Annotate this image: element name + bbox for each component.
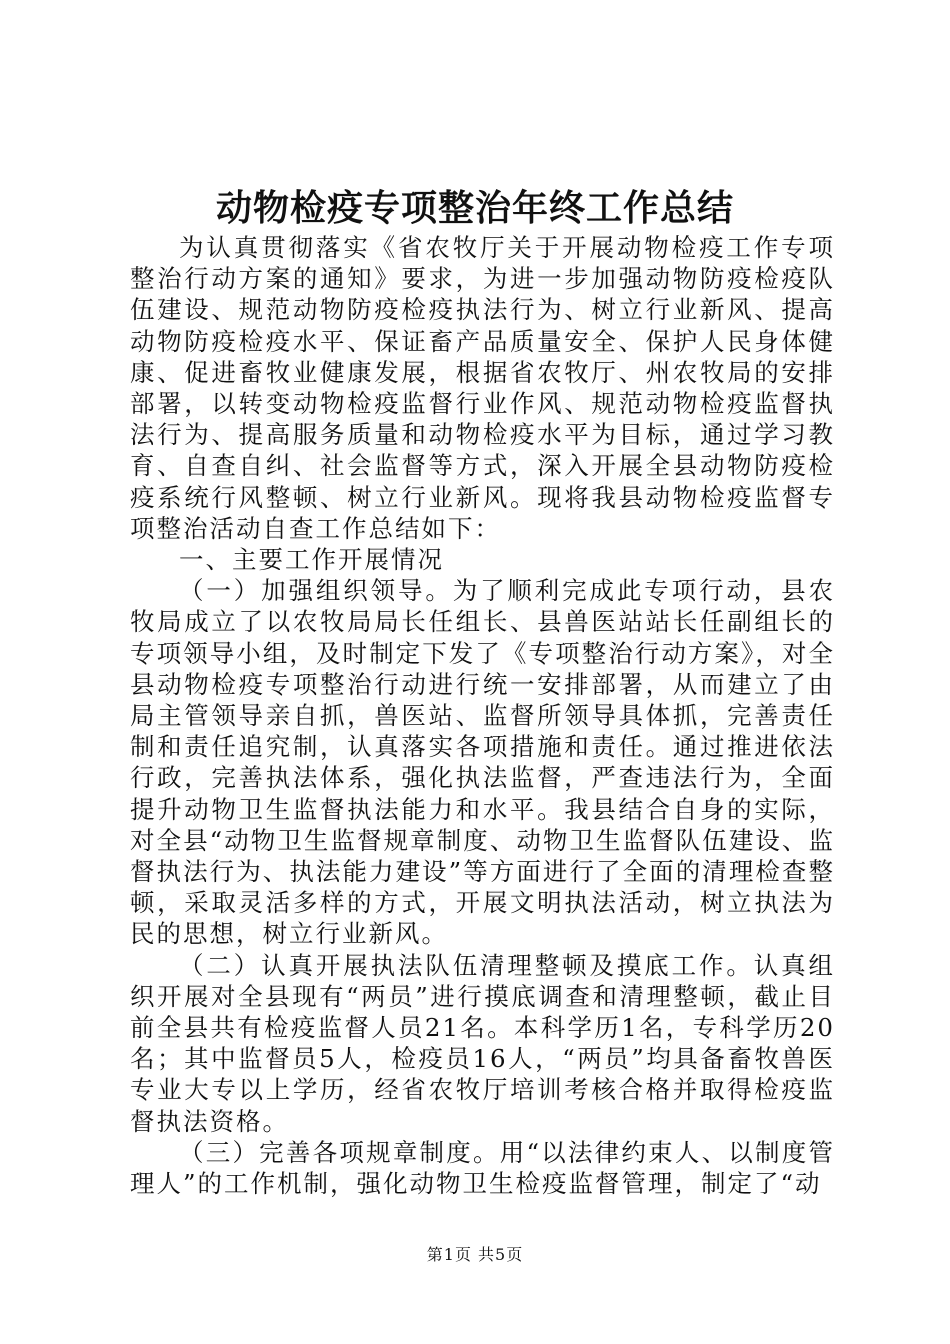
section-heading: 一、主要工作开展情况 <box>179 545 444 575</box>
paragraph-regulations: （三）完善各项规章制度。用“以法律约束人、以制度管理人”的工作机制，强化动物卫生检疫监督管理，制定了“动 <box>130 1137 835 1199</box>
page-footer: 第1页 共5页 <box>426 1245 524 1264</box>
intro-paragraph: 为认真贯彻落实《省农牧厅关于开展动物检疫工作专项整治行动方案的通知》要求，为进一步加强动物防疫检疫队伍建设、规范动物防疫检疫执法行为、树立行业新风、提高动物防疫检疫水平、保证畜产品质量安全、保护人民身体健康、促进畜牧业健康发展，根据省农牧厅、州农牧局的安排部署，以转变动物检疫监督行业作风、规范动物检疫监督执法行为、提高服务质量和动物检疫水平为目标，通过学习教育、自查自纠、社会监督等方式，深入开展全县动物防疫检疫系统行风整顿、树立行业新风。现将我县动物检疫监督专项整治活动自查工作总结如下： <box>130 233 835 543</box>
paragraph-organization: （一）加强组织领导。为了顺利完成此专项行动，县农牧局成立了以农牧局局长任组长、县兽医站站长任副组长的专项领导小组，及时制定下发了《专项整治行动方案》，对全县动物检疫专项整治行动进行统一安排部署，从而建立了由局主管领导亲自抓，兽医站、监督所领导具体抓，完善责任制和责任追究制，认真落实各项措施和责任。通过推进依法行政，完善执法体系，强化执法监督，严查违法行为，全面提升动物卫生监督执法能力和水平。我县结合自身的实际，对全县“动物卫生监督规章制度、动物卫生监督队伍建设、监督执法行为、执法能力建设”等方面进行了全面的清理检查整顿，采取灵活多样的方式，开展文明执法活动，树立执法为民的思想，树立行业新风。 <box>130 576 835 949</box>
document-title: 动物检疫专项整治年终工作总结 <box>215 187 734 229</box>
document-body <box>130 232 835 1199</box>
paragraph-team-cleanup: （二）认真开展执法队伍清理整顿及摸底工作。认真组织开展对全县现有“两员”进行摸底调查和清理整顿，截止目前全县共有检疫监督人员21名。本科学历1名，专科学历20名；其中监督员5人，检疫员16人，“两员”均具备畜牧兽医专业大专以上学历，经省农牧厅培训考核合格并取得检疫监督执法资格。 <box>130 950 835 1136</box>
